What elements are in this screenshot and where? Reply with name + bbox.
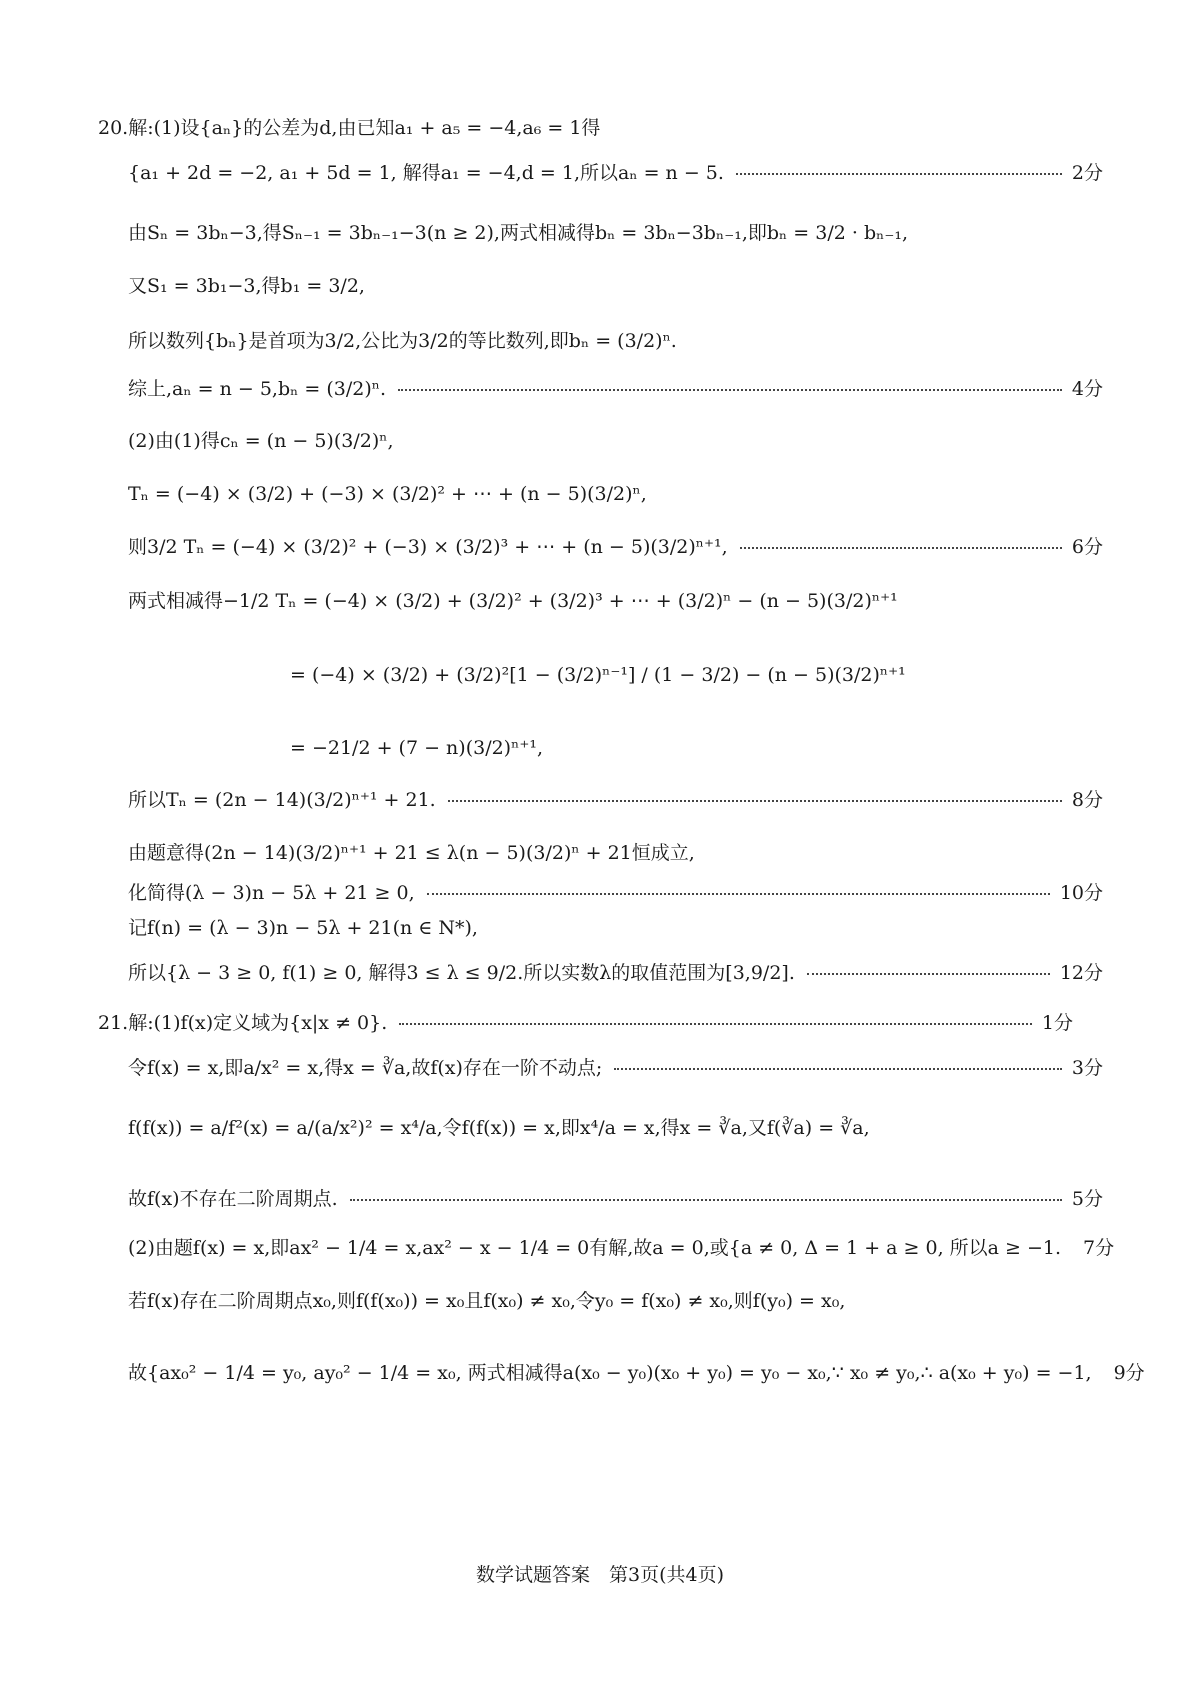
line-21: 故f(x)不存在二阶周期点. 5分 — [128, 1186, 1103, 1212]
line-24: 故{ax₀² − 1/4 = y₀, ay₀² − 1/4 = x₀, 两式相减得a(x₀ − y₀)(x₀ + y₀) = y₀ − x₀,∵ x₀ ≠ y₀,∴ a(x₀ + y₀) = −1, 9分 — [128, 1362, 1145, 1384]
line-22: (2)由题f(x) = x,即ax² − 1/4 = x,ax² − x − 1/4 = 0有解,故a = 0,或{a ≠ 0, Δ = 1 + a ≥ 0, 所以a ≥ −1. 7分 — [128, 1237, 1115, 1259]
score-label: 12分 — [1059, 962, 1103, 984]
line-6: 综上,aₙ = n − 5,bₙ = (3/2)ⁿ. 4分 — [128, 376, 1103, 402]
line-16: 记f(n) = (λ − 3)n − 5λ + 21(n ∈ N*), — [128, 917, 478, 939]
score-label: 2分 — [1071, 162, 1103, 184]
score-label: 4分 — [1071, 378, 1103, 400]
line-12: = −21/2 + (7 − n)(3/2)ⁿ⁺¹, — [290, 737, 544, 759]
line-15: 化简得(λ − 3)n − 5λ + 21 ≥ 0, 10分 — [128, 880, 1103, 906]
line-5: 所以数列{bₙ}是首项为3/2,公比为3/2的等比数列,即bₙ = (3/2)ⁿ. — [128, 330, 677, 352]
leader-dots — [399, 1009, 1032, 1025]
line-19: 令f(x) = x,即a/x² = x,得x = ∛a,故f(x)存在一阶不动点; 3分 — [128, 1055, 1103, 1081]
leader-dots — [398, 375, 1062, 391]
line-9: 则3/2 Tₙ = (−4) × (3/2)² + (−3) × (3/2)³ + ⋯ + (n − 5)(3/2)ⁿ⁺¹, 6分 — [128, 534, 1103, 560]
score-label: 8分 — [1071, 789, 1103, 811]
score-label: 6分 — [1071, 536, 1103, 558]
leader-dots — [448, 786, 1062, 802]
leader-dots — [807, 959, 1050, 975]
score-label: 1分 — [1041, 1012, 1073, 1034]
line-20: f(f(x)) = a/f²(x) = a/(a/x²)² = x⁴/a,令f(f(x)) = x,即x⁴/a = x,得x = ∛a,又f(∛a) = ∛a, — [128, 1117, 870, 1139]
line-7: (2)由(1)得cₙ = (n − 5)(3/2)ⁿ, — [128, 430, 394, 452]
line-14: 由题意得(2n − 14)(3/2)ⁿ⁺¹ + 21 ≤ λ(n − 5)(3/2)ⁿ + 21恒成立, — [128, 842, 695, 864]
line-2: {a₁ + 2d = −2, a₁ + 5d = 1, 解得a₁ = −4,d = 1,所以aₙ = n − 5. 2分 — [128, 160, 1103, 186]
line-10: 两式相减得−1/2 Tₙ = (−4) × (3/2) + (3/2)² + (3/2)³ + ⋯ + (3/2)ⁿ − (n − 5)(3/2)ⁿ⁺¹ — [128, 590, 898, 612]
leader-dots — [740, 533, 1062, 549]
score-label: 5分 — [1071, 1188, 1103, 1210]
solution-20-heading: 20.解:(1)设{aₙ}的公差为d,由已知a₁ + a₅ = −4,a₆ = 1得 — [98, 117, 601, 139]
leader-dots — [614, 1054, 1062, 1070]
score-label: 10分 — [1059, 882, 1103, 904]
line-8: Tₙ = (−4) × (3/2) + (−3) × (3/2)² + ⋯ + (n − 5)(3/2)ⁿ, — [128, 483, 647, 505]
line-23: 若f(x)存在二阶周期点x₀,则f(f(x₀)) = x₀且f(x₀) ≠ x₀,令y₀ = f(x₀) ≠ x₀,则f(y₀) = x₀, — [128, 1290, 846, 1312]
leader-dots — [350, 1185, 1062, 1201]
leader-dots — [736, 159, 1062, 175]
line-13: 所以Tₙ = (2n − 14)(3/2)ⁿ⁺¹ + 21. 8分 — [128, 787, 1103, 813]
line-4: 又S₁ = 3b₁−3,得b₁ = 3/2, — [128, 275, 365, 297]
line-11: = (−4) × (3/2) + (3/2)²[1 − (3/2)ⁿ⁻¹] / (1 − 3/2) − (n − 5)(3/2)ⁿ⁺¹ — [290, 664, 906, 686]
line-17: 所以{λ − 3 ≥ 0, f(1) ≥ 0, 解得3 ≤ λ ≤ 9/2.所以实数λ的取值范围为[3,9/2]. 12分 — [128, 960, 1103, 986]
leader-dots — [427, 879, 1050, 895]
line-3: 由Sₙ = 3bₙ−3,得Sₙ₋₁ = 3bₙ₋₁−3(n ≥ 2),两式相减得bₙ = 3bₙ−3bₙ₋₁,即bₙ = 3/2 · bₙ₋₁, — [128, 222, 909, 244]
score-label: 7分 — [1083, 1237, 1115, 1259]
score-label: 9分 — [1113, 1362, 1145, 1384]
solution-21-heading: 21.解:(1)f(x)定义域为{x|x ≠ 0}. 1分 — [98, 1010, 1073, 1036]
score-label: 3分 — [1071, 1057, 1103, 1079]
page-footer: 数学试题答案 第3页(共4页) — [475, 1564, 724, 1586]
